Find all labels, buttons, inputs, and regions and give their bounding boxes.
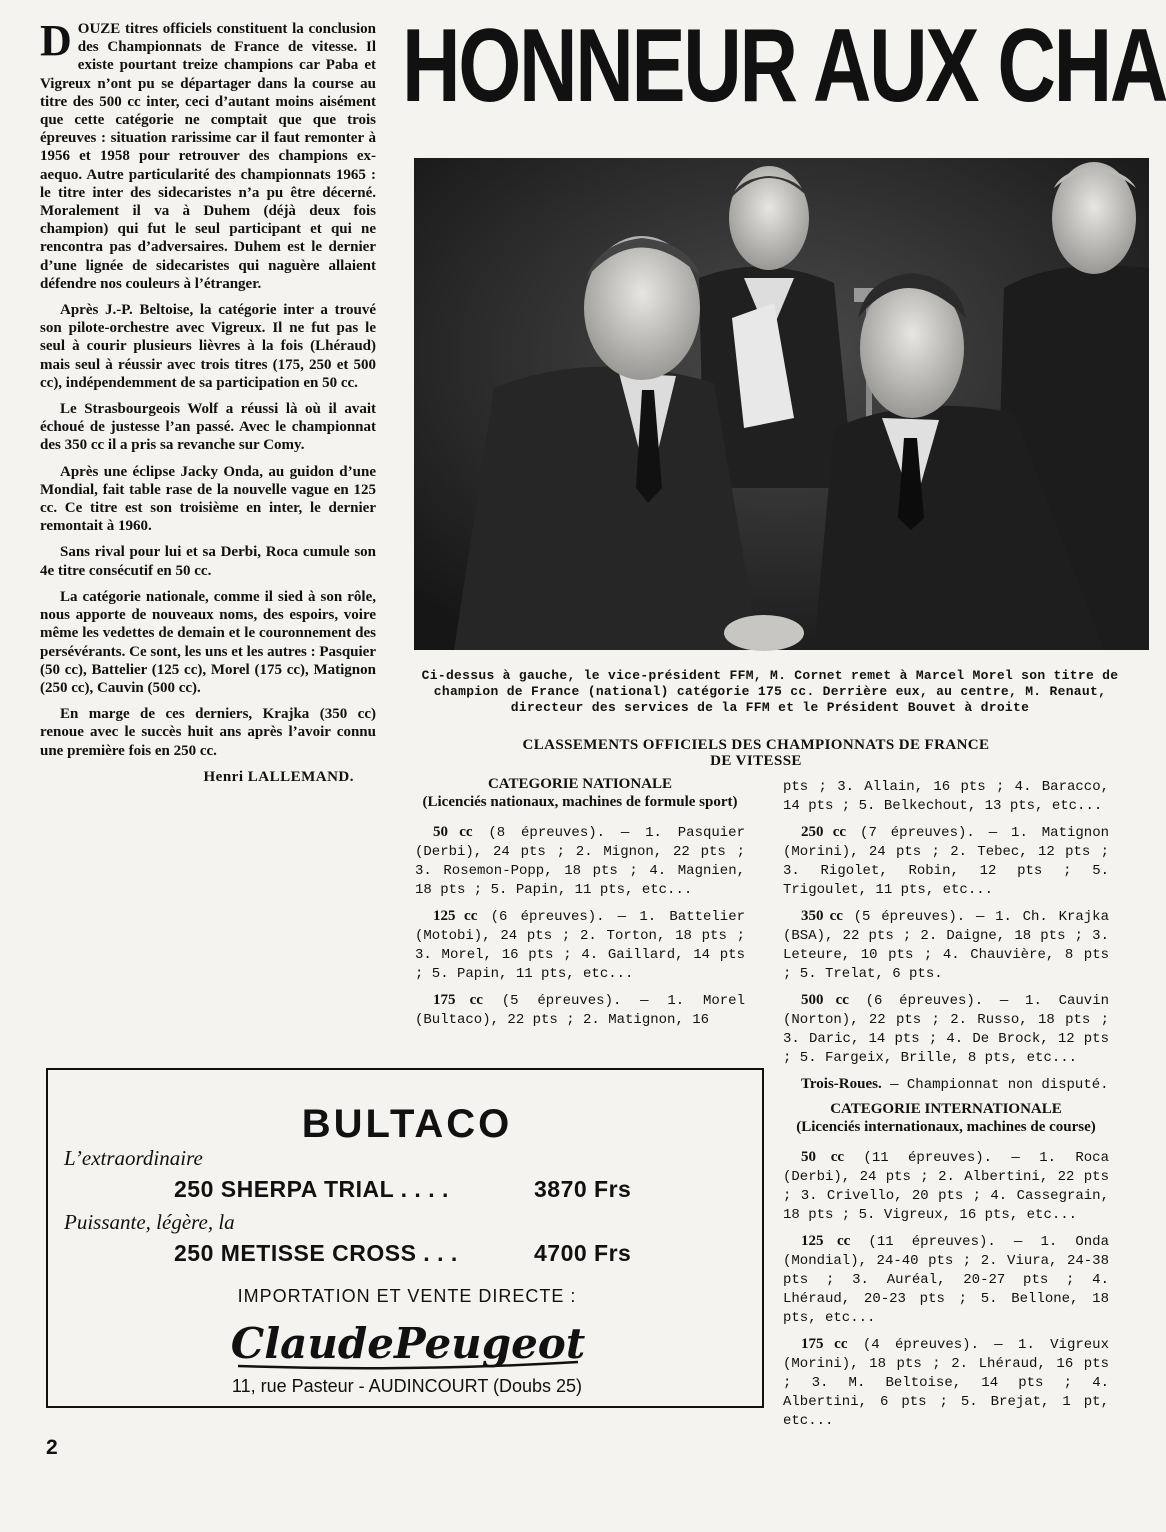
article-paragraph: Sans rival pour lui et sa Derbi, Roca cumule son 4e titre consécutif en 50 cc. bbox=[40, 544, 376, 579]
result-entry: 125 cc (6 épreuves). — 1. Battelier (Motobi), 24 pts ; 2. Torton, 18 pts ; 3. Morel, 16 pts ; 4. Gaillard, 14 pts ; 5. Papin, 11 pts, etc... bbox=[415, 908, 745, 982]
claude-peugeot-signature-logo bbox=[208, 1314, 608, 1374]
result-entry: 175 cc (5 épreuves). — 1. Morel (Bultaco), 22 pts ; 2. Matignon, 16 bbox=[415, 992, 745, 1028]
bultaco-advertisement bbox=[46, 1068, 764, 1408]
article-paragraph: Après une éclipse Jacky Onda, au guidon d’une Mondial, fait table rase de la nouvelle vague en 125 cc. Ce titre est son troisième en inter, le dernier remontait à 1960. bbox=[40, 463, 376, 535]
article-paragraph: La catégorie nationale, comme il sied à son rôle, nous apporte de nouveaux noms, des espoirs, voire même les vedettes de demain et le couronnement des persévérants. Ce sont, les uns et les autres : Pasquier (50 cc), Battelier (125 cc), Morel (175 cc), Matignon (250 cc), Cauvin (500 cc). bbox=[40, 588, 376, 696]
category-heading: CATEGORIE INTERNATIONALE (Licenciés internationaux, machines de course) bbox=[796, 1101, 1096, 1135]
photo-illustration bbox=[414, 158, 1149, 650]
article-paragraph: Après J.-P. Beltoise, la catégorie inter a trouvé son pilote-orchestre avec Vigreux. Il ne fut pas le seul à courir plusieurs lièvres à la fois (Lhéraud) mais seul à réussir avec trois titres (175, 250 et 500 cc), indépendemment de sa participation en 50 cc. bbox=[40, 302, 376, 391]
article-paragraph: Le Strasbourgeois Wolf a réussi là où il avait échoué de justesse l’an passé. Avec le championnat des 350 cc il a pris sa revanche sur Comy. bbox=[40, 401, 376, 454]
result-entry-continued: pts ; 3. Allain, 16 pts ; 4. Baracco, 14 pts ; 5. Belkechout, 13 pts, etc... bbox=[783, 779, 1109, 814]
ad-address: 11, rue Pasteur - AUDINCOURT (Doubs 25) bbox=[231, 1376, 583, 1396]
article-paragraph: En marge de ces derniers, Krajka (350 cc) renoue avec le succès huit ans après l’avoir connu une première fois en 250 cc. bbox=[40, 706, 376, 759]
headline: HONNEUR AUX CHA bbox=[402, 8, 1166, 124]
ad-price-2: 4700 Frs bbox=[534, 1240, 632, 1266]
category-heading: CATEGORIE NATIONALE (Licenciés nationaux, machines de formule sport) bbox=[422, 776, 738, 810]
results-column-right-top bbox=[783, 777, 1109, 1102]
award-photo bbox=[414, 158, 1149, 650]
ad-product-2: 250 METISSE CROSS . . . bbox=[174, 1240, 458, 1266]
results-column-right-bottom bbox=[783, 1100, 1109, 1438]
ad-tagline-2: Puissante, légère, la bbox=[64, 1210, 235, 1234]
drop-cap: D bbox=[40, 16, 72, 65]
result-entry: 175 cc (4 épreuves). — 1. Vigreux (Morini), 18 pts ; 2. Lhéraud, 16 pts ; 3. M. Beltoise, 14 pts ; 4. Albertini, 6 pts ; 5. Brejat, 1 pt, etc... bbox=[783, 1336, 1109, 1429]
result-entry: 500 cc (6 épreuves). — 1. Cauvin (Norton), 22 pts ; 2. Russo, 18 pts ; 3. Daric, 14 pts ; 4. De Brock, 12 pts ; 5. Fargeix, Brille, 8 pts, etc... bbox=[783, 992, 1109, 1066]
result-entry: 250 cc (7 épreuves). — 1. Matignon (Morini), 24 pts ; 2. Tebec, 12 pts ; 3. Rigolet, Robin, 12 pts ; 5. Trigoulet, 11 pts, etc... bbox=[783, 824, 1109, 898]
ad-tagline-1: L’extraordinaire bbox=[64, 1146, 203, 1170]
brand-logo: BULTACO bbox=[301, 1102, 513, 1146]
article-signature: Henri LALLEMAND. bbox=[203, 768, 354, 785]
result-entry: 125 cc (11 épreuves). — 1. Onda (Mondial), 24-40 pts ; 2. Viura, 24-38 pts ; 3. Auréal, 20-27 pts ; 4. Lhéraud, 20-23 pts ; 5. Bellone, 18 pts, etc... bbox=[783, 1233, 1109, 1326]
photo-caption: Ci-dessus à gauche, le vice-président FFM, M. Cornet remet à Marcel Morel son titre de champion de France (national) catégorie 175 cc. Derrière eux, au centre, M. Renaut, directeur des services de la FFM et le Président Bouvet à droite bbox=[421, 668, 1119, 715]
result-entry: 50 cc (8 épreuves). — 1. Pasquier (Derbi), 24 pts ; 2. Mignon, 22 pts ; 3. Rosemon-Popp, 18 pts ; 4. Magnien, 18 pts ; 5. Papin, 11 pts, etc... bbox=[415, 824, 745, 898]
results-column-left bbox=[415, 775, 745, 1037]
ad-product-1: 250 SHERPA TRIAL . . . . bbox=[174, 1176, 449, 1202]
article-body bbox=[40, 16, 376, 786]
results-title: CLASSEMENTS OFFICIELS DES CHAMPIONNATS DE FRANCE DE VITESSE bbox=[522, 737, 990, 769]
article-paragraph: DOUZE titres officiels constituent la conclusion des Championnats de France de vitesse. Il existe pourtant treize champions car Paba et Vigreux n’ont pu se départager dans la course au titre des 500 cc inter, ceci d’autant moins aisément que cette catégorie ne comptait que que trois épreuves : situation rarissime car il faut remonter à 1956 et 1958 pour retrouver des champions ex-aequo. Autre particularité des championnats 1965 : le titre inter des sidecaristes n’a pu être décerné. Moralement il va à Duhem (déjà deux fois champion) qui fut le seul participant et qui ne rencontra pas d’adversaires. Duhem est le dernier d’une lignée de sidecaristes qui naguère allaient défendre nos couleurs à l’étranger. bbox=[40, 16, 376, 292]
svg-text:ClaudePeugeot: ClaudePeugeot bbox=[230, 1319, 586, 1368]
result-entry: 50 cc (11 épreuves). — 1. Roca (Derbi), 24 pts ; 2. Albertini, 22 pts ; 3. Crivello, 20 pts ; 4. Cassegrain, 18 pts ; 5. Vigreux, 16 pts, etc... bbox=[783, 1149, 1109, 1223]
result-entry: 350 cc (5 épreuves). — 1. Ch. Krajka (BSA), 22 pts ; 2. Daigne, 18 pts ; 3. Leteure, 10 pts ; 4. Chauvière, 8 pts ; 5. Trelat, 6 pts. bbox=[783, 908, 1109, 982]
ad-import-line: IMPORTATION ET VENTE DIRECTE : bbox=[237, 1286, 577, 1306]
page-number: 2 bbox=[46, 1436, 58, 1459]
result-entry: Trois-Roues. — Championnat non disputé. bbox=[801, 1076, 1109, 1093]
ad-price-1: 3870 Frs bbox=[534, 1176, 632, 1202]
